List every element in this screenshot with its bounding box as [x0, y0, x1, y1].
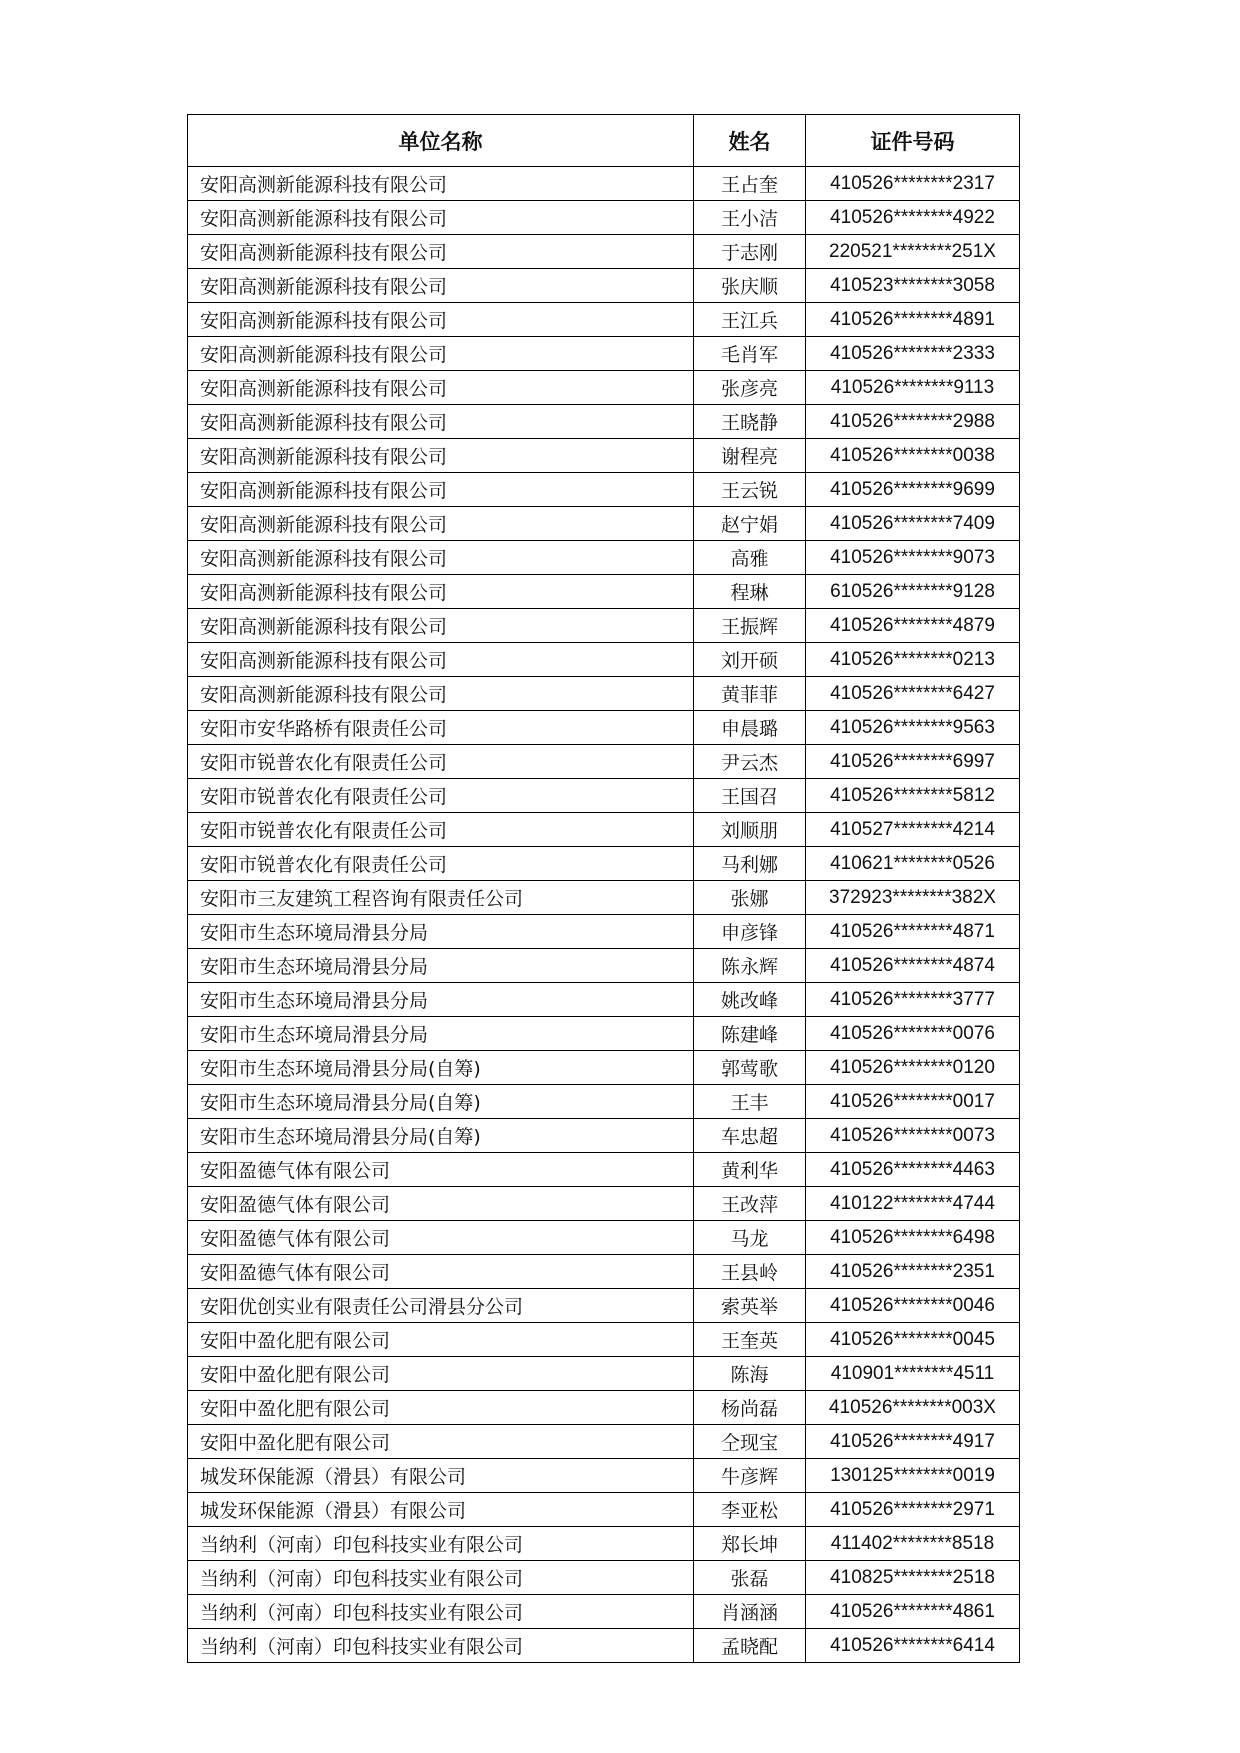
table-row — [188, 677, 1020, 711]
table-row — [188, 575, 1020, 609]
cell-person-name: 刘顺朋 — [694, 813, 806, 847]
cell-unit-name: 安阳高测新能源科技有限公司 — [188, 677, 694, 711]
table-row — [188, 609, 1020, 643]
table-row — [188, 405, 1020, 439]
cell-unit-name: 城发环保能源（滑县）有限公司 — [188, 1459, 694, 1493]
cell-unit-name: 安阳市生态环境局滑县分局(自筹) — [188, 1085, 694, 1119]
cell-id-number: 410526********9699 — [806, 473, 1020, 507]
cell-unit-name: 安阳中盈化肥有限公司 — [188, 1391, 694, 1425]
cell-person-name: 毛肖军 — [694, 337, 806, 371]
cell-id-number: 410526********2988 — [806, 405, 1020, 439]
cell-person-name: 王江兵 — [694, 303, 806, 337]
cell-person-name: 马龙 — [694, 1221, 806, 1255]
cell-id-number: 220521********251X — [806, 235, 1020, 269]
cell-id-number: 410526********4879 — [806, 609, 1020, 643]
cell-unit-name: 安阳市生态环境局滑县分局 — [188, 949, 694, 983]
cell-id-number: 410621********0526 — [806, 847, 1020, 881]
cell-id-number: 410526********4861 — [806, 1595, 1020, 1629]
cell-id-number: 410526********9073 — [806, 541, 1020, 575]
cell-id-number: 410526********0046 — [806, 1289, 1020, 1323]
cell-id-number: 410526********0076 — [806, 1017, 1020, 1051]
cell-person-name: 尹云杰 — [694, 745, 806, 779]
cell-person-name: 申彦锋 — [694, 915, 806, 949]
cell-person-name: 车忠超 — [694, 1119, 806, 1153]
cell-person-name: 郭莺歌 — [694, 1051, 806, 1085]
table-row — [188, 1357, 1020, 1391]
cell-person-name: 程琳 — [694, 575, 806, 609]
cell-unit-name: 当纳利（河南）印包科技实业有限公司 — [188, 1629, 694, 1663]
cell-unit-name: 安阳市生态环境局滑县分局(自筹) — [188, 1051, 694, 1085]
cell-person-name: 黄利华 — [694, 1153, 806, 1187]
cell-id-number: 410526********6427 — [806, 677, 1020, 711]
table-row — [188, 269, 1020, 303]
table-row — [188, 1493, 1020, 1527]
cell-id-number: 410526********2317 — [806, 167, 1020, 201]
cell-id-number: 372923********382X — [806, 881, 1020, 915]
cell-person-name: 王振辉 — [694, 609, 806, 643]
cell-id-number: 410526********4922 — [806, 201, 1020, 235]
cell-person-name: 张彦亮 — [694, 371, 806, 405]
cell-id-number: 410526********4917 — [806, 1425, 1020, 1459]
cell-unit-name: 安阳中盈化肥有限公司 — [188, 1357, 694, 1391]
table-row — [188, 1459, 1020, 1493]
table-row — [188, 1221, 1020, 1255]
table-row — [188, 643, 1020, 677]
cell-person-name: 陈永辉 — [694, 949, 806, 983]
table-row — [188, 473, 1020, 507]
cell-person-name: 孟晓配 — [694, 1629, 806, 1663]
cell-unit-name: 安阳高测新能源科技有限公司 — [188, 235, 694, 269]
cell-unit-name: 安阳高测新能源科技有限公司 — [188, 201, 694, 235]
cell-unit-name: 安阳市锐普农化有限责任公司 — [188, 779, 694, 813]
cell-id-number: 410526********0038 — [806, 439, 1020, 473]
cell-person-name: 于志刚 — [694, 235, 806, 269]
cell-person-name: 王占奎 — [694, 167, 806, 201]
table-row — [188, 813, 1020, 847]
cell-unit-name: 安阳市生态环境局滑县分局 — [188, 1017, 694, 1051]
cell-unit-name: 安阳高测新能源科技有限公司 — [188, 303, 694, 337]
cell-person-name: 王晓静 — [694, 405, 806, 439]
cell-person-name: 王奎英 — [694, 1323, 806, 1357]
cell-id-number: 610526********9128 — [806, 575, 1020, 609]
cell-person-name: 姚改峰 — [694, 983, 806, 1017]
cell-id-number: 410526********4891 — [806, 303, 1020, 337]
cell-id-number: 410526********3777 — [806, 983, 1020, 1017]
table-row — [188, 1289, 1020, 1323]
cell-id-number: 410523********3058 — [806, 269, 1020, 303]
table-row — [188, 1595, 1020, 1629]
cell-person-name: 马利娜 — [694, 847, 806, 881]
cell-person-name: 赵宁娟 — [694, 507, 806, 541]
table-row — [188, 337, 1020, 371]
column-header-name: 姓名 — [694, 115, 806, 167]
cell-unit-name: 安阳市锐普农化有限责任公司 — [188, 847, 694, 881]
table-row — [188, 779, 1020, 813]
cell-unit-name: 安阳高测新能源科技有限公司 — [188, 609, 694, 643]
cell-unit-name: 安阳高测新能源科技有限公司 — [188, 337, 694, 371]
roster-table — [187, 114, 1020, 1663]
cell-unit-name: 安阳市锐普农化有限责任公司 — [188, 813, 694, 847]
cell-person-name: 王丰 — [694, 1085, 806, 1119]
cell-id-number: 410526********6498 — [806, 1221, 1020, 1255]
table-row — [188, 1153, 1020, 1187]
cell-id-number: 410825********2518 — [806, 1561, 1020, 1595]
cell-unit-name: 当纳利（河南）印包科技实业有限公司 — [188, 1595, 694, 1629]
cell-unit-name: 安阳盈德气体有限公司 — [188, 1221, 694, 1255]
cell-id-number: 410526********9563 — [806, 711, 1020, 745]
cell-id-number: 410526********7409 — [806, 507, 1020, 541]
table-row — [188, 1561, 1020, 1595]
cell-person-name: 李亚松 — [694, 1493, 806, 1527]
table-row — [188, 711, 1020, 745]
cell-person-name: 王小洁 — [694, 201, 806, 235]
cell-unit-name: 安阳高测新能源科技有限公司 — [188, 439, 694, 473]
cell-unit-name: 安阳高测新能源科技有限公司 — [188, 405, 694, 439]
cell-person-name: 高雅 — [694, 541, 806, 575]
cell-id-number: 130125********0019 — [806, 1459, 1020, 1493]
cell-unit-name: 安阳高测新能源科技有限公司 — [188, 473, 694, 507]
table-row — [188, 949, 1020, 983]
table-row — [188, 235, 1020, 269]
table-row — [188, 1051, 1020, 1085]
table-row — [188, 371, 1020, 405]
cell-id-number: 410526********5812 — [806, 779, 1020, 813]
cell-unit-name: 安阳优创实业有限责任公司滑县分公司 — [188, 1289, 694, 1323]
table-row — [188, 201, 1020, 235]
cell-id-number: 410122********4744 — [806, 1187, 1020, 1221]
cell-person-name: 张娜 — [694, 881, 806, 915]
table-row — [188, 1391, 1020, 1425]
cell-person-name: 肖涵涵 — [694, 1595, 806, 1629]
cell-id-number: 410526********0120 — [806, 1051, 1020, 1085]
cell-person-name: 张磊 — [694, 1561, 806, 1595]
cell-unit-name: 安阳高测新能源科技有限公司 — [188, 575, 694, 609]
cell-id-number: 410901********4511 — [806, 1357, 1020, 1391]
table-row — [188, 303, 1020, 337]
cell-person-name: 王县岭 — [694, 1255, 806, 1289]
cell-person-name: 杨尚磊 — [694, 1391, 806, 1425]
cell-unit-name: 安阳高测新能源科技有限公司 — [188, 167, 694, 201]
table-row — [188, 1425, 1020, 1459]
cell-person-name: 陈海 — [694, 1357, 806, 1391]
cell-id-number: 410526********4463 — [806, 1153, 1020, 1187]
cell-unit-name: 安阳市安华路桥有限责任公司 — [188, 711, 694, 745]
table-row — [188, 1255, 1020, 1289]
cell-id-number: 410526********0045 — [806, 1323, 1020, 1357]
cell-id-number: 410526********0073 — [806, 1119, 1020, 1153]
cell-id-number: 410526********6997 — [806, 745, 1020, 779]
cell-id-number: 410526********0213 — [806, 643, 1020, 677]
cell-unit-name: 安阳高测新能源科技有限公司 — [188, 541, 694, 575]
column-header-unit: 单位名称 — [188, 115, 694, 167]
cell-unit-name: 安阳盈德气体有限公司 — [188, 1255, 694, 1289]
cell-unit-name: 安阳高测新能源科技有限公司 — [188, 643, 694, 677]
cell-id-number: 410526********0017 — [806, 1085, 1020, 1119]
table-row — [188, 915, 1020, 949]
table-row — [188, 1119, 1020, 1153]
table-row — [188, 881, 1020, 915]
table-header-row — [188, 115, 1020, 167]
cell-person-name: 黄菲菲 — [694, 677, 806, 711]
table-row — [188, 1187, 1020, 1221]
column-header-id: 证件号码 — [806, 115, 1020, 167]
cell-person-name: 牛彦辉 — [694, 1459, 806, 1493]
cell-unit-name: 安阳市生态环境局滑县分局(自筹) — [188, 1119, 694, 1153]
table-row — [188, 541, 1020, 575]
cell-id-number: 410526********003X — [806, 1391, 1020, 1425]
table-row — [188, 507, 1020, 541]
table-row — [188, 847, 1020, 881]
table-row — [188, 1527, 1020, 1561]
cell-id-number: 410526********2351 — [806, 1255, 1020, 1289]
table-row — [188, 1017, 1020, 1051]
table-row — [188, 1323, 1020, 1357]
cell-unit-name: 安阳市生态环境局滑县分局 — [188, 915, 694, 949]
cell-unit-name: 安阳市三友建筑工程咨询有限责任公司 — [188, 881, 694, 915]
cell-id-number: 410527********4214 — [806, 813, 1020, 847]
table-row — [188, 745, 1020, 779]
cell-id-number: 410526********2333 — [806, 337, 1020, 371]
table-row — [188, 439, 1020, 473]
cell-person-name: 陈建峰 — [694, 1017, 806, 1051]
cell-unit-name: 安阳市锐普农化有限责任公司 — [188, 745, 694, 779]
table-row — [188, 983, 1020, 1017]
cell-id-number: 410526********9113 — [806, 371, 1020, 405]
cell-person-name: 申晨璐 — [694, 711, 806, 745]
cell-unit-name: 安阳高测新能源科技有限公司 — [188, 269, 694, 303]
cell-unit-name: 安阳盈德气体有限公司 — [188, 1187, 694, 1221]
table-body — [188, 167, 1020, 1663]
cell-person-name: 刘开硕 — [694, 643, 806, 677]
cell-unit-name: 安阳盈德气体有限公司 — [188, 1153, 694, 1187]
cell-id-number: 410526********2971 — [806, 1493, 1020, 1527]
cell-person-name: 索英举 — [694, 1289, 806, 1323]
table-row — [188, 1085, 1020, 1119]
cell-unit-name: 安阳高测新能源科技有限公司 — [188, 507, 694, 541]
cell-person-name: 谢程亮 — [694, 439, 806, 473]
cell-unit-name: 当纳利（河南）印包科技实业有限公司 — [188, 1527, 694, 1561]
cell-person-name: 王改萍 — [694, 1187, 806, 1221]
cell-unit-name: 安阳中盈化肥有限公司 — [188, 1425, 694, 1459]
cell-id-number: 411402********8518 — [806, 1527, 1020, 1561]
document-page — [187, 114, 1020, 1663]
cell-person-name: 仝现宝 — [694, 1425, 806, 1459]
cell-id-number: 410526********6414 — [806, 1629, 1020, 1663]
cell-person-name: 王国召 — [694, 779, 806, 813]
cell-id-number: 410526********4874 — [806, 949, 1020, 983]
table-row — [188, 1629, 1020, 1663]
cell-unit-name: 当纳利（河南）印包科技实业有限公司 — [188, 1561, 694, 1595]
cell-unit-name: 城发环保能源（滑县）有限公司 — [188, 1493, 694, 1527]
cell-person-name: 郑长坤 — [694, 1527, 806, 1561]
table-row — [188, 167, 1020, 201]
cell-unit-name: 安阳高测新能源科技有限公司 — [188, 371, 694, 405]
cell-unit-name: 安阳中盈化肥有限公司 — [188, 1323, 694, 1357]
cell-person-name: 张庆顺 — [694, 269, 806, 303]
cell-person-name: 王云锐 — [694, 473, 806, 507]
cell-unit-name: 安阳市生态环境局滑县分局 — [188, 983, 694, 1017]
cell-id-number: 410526********4871 — [806, 915, 1020, 949]
